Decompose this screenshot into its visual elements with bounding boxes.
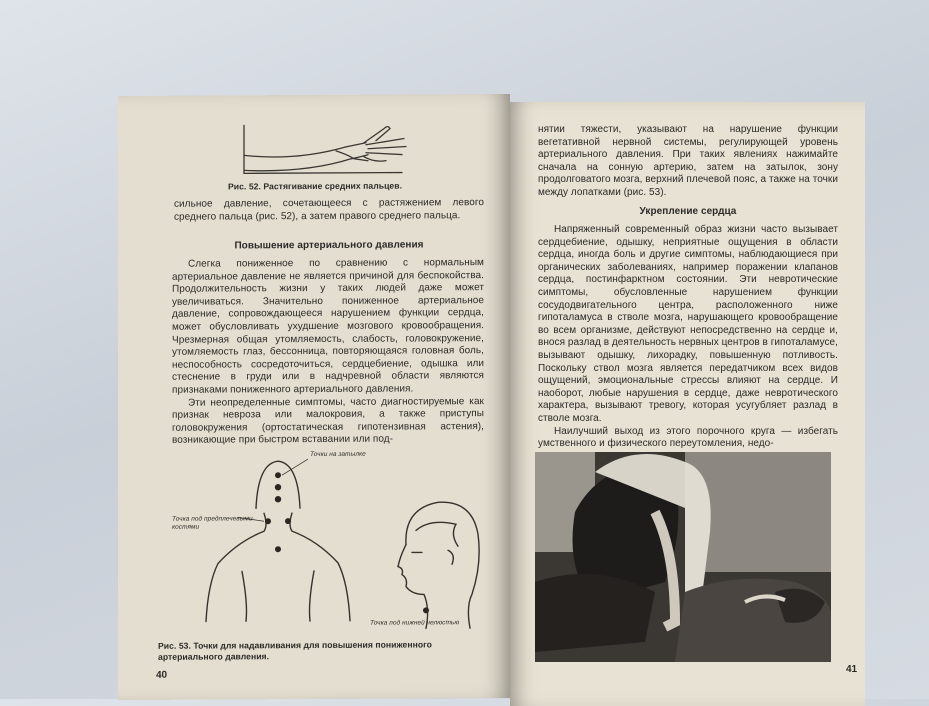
hands-stretch-icon [236,114,416,181]
left-paragraph-1: Слегка пониженное по сравнению с нормальным артериальное давление не является причиной для беспокойства. Продолжительность жизни у таких людей даже может увеличиваться. Значительно пониженное артериальное давление, сопровождающееся нарушением функции сердца, может обусловливать ухудшение мозгового кровообращения. Чрезмерная общая утомляемость, слабость, головокружение, утомляемость глаз, бессонница, повторяющаяся головная боль, неспособность сосредоточиться, сердцебиение, одышка или стеснение в груди или в надчревной области являются признаками пониженного артериального давления. [172,257,484,396]
figure-53-caption: Рис. 53. Точки для надавливания для повышения пониженного артериального давления. [158,639,432,662]
heading-strengthen-heart: Укрепление сердца [639,206,737,217]
head-profile-icon [386,494,496,635]
back-points-icon [198,450,398,644]
right-body-text [538,224,838,451]
figure-52-caption: Рис. 52. Растягивание средних пальцев. [228,180,403,192]
right-paragraph-2: Наилучший выход из этого порочного круга — избегать умственного и физического переутомления, недо- [538,425,838,450]
right-intro-text: нятии тяжести, указывают на нарушение функции вегетативной нервной системы, регулирующей уровень артериального давления. При таких явлениях нажимайте сначала на сонную артерию, затем на затылок, зону продолговатого мозга, верхний плечевой пояс, а также на точки между лопатками (рис. 53). [538,124,838,198]
right-paragraph-1: Напряженный современный образ жизни часто вызывает сердцебиение, одышку, неприятные ощущения в области сердца, иногда боль и другие симптомы, наблюдающиеся при органических заболеваниях, например поражении клапанов сердца, постинфарктном состоянии. Эти невротические симптомы, обусловленные нарушением функции сосудодвигательного центра, расположенного ниже гипоталамуса в стволе мозга, нарушающего кровообращение во всем организме, действуют непосредственно на сердце и, внося разлад в деятельность нервных центров в гипоталамусе, вызывают одышку, лихорадку, повышенную потливость. Поскольку ствол мозга является передатчиком всех видов ощущений, эмоциональные стрессы влияют на сердце. И наоборот, любые нарушения в сердце, даже невротического характера, вызывают тревогу, которая усугубляет разлад в стволе мозга. [538,224,838,424]
left-page-number: 40 [156,669,168,681]
left-page [118,94,510,700]
left-body-text [172,257,484,448]
left-intro-text: сильное давление, сочетающееся с растяжением левого среднего пальца (рис. 52), а затем правого среднего пальца. [174,197,484,223]
label-shoulder-points: Точка под предплечевыми костями [172,515,253,531]
left-paragraph-2: Эти неопределенные симптомы, часто диагностируемые как признак невроза или малокровия, а также приступы головокружения (ортостатическая гипотензивная астения), возникающие при быстром вставании или под- [172,395,484,447]
label-nape-points: Точки на затылке [310,450,366,459]
right-page-number: 41 [846,664,858,675]
label-jaw-point: Точка под нижней челюстью [370,619,460,627]
heading-raise-pressure: Повышение артериального давления [234,239,424,252]
massage-photo-icon [535,452,831,662]
